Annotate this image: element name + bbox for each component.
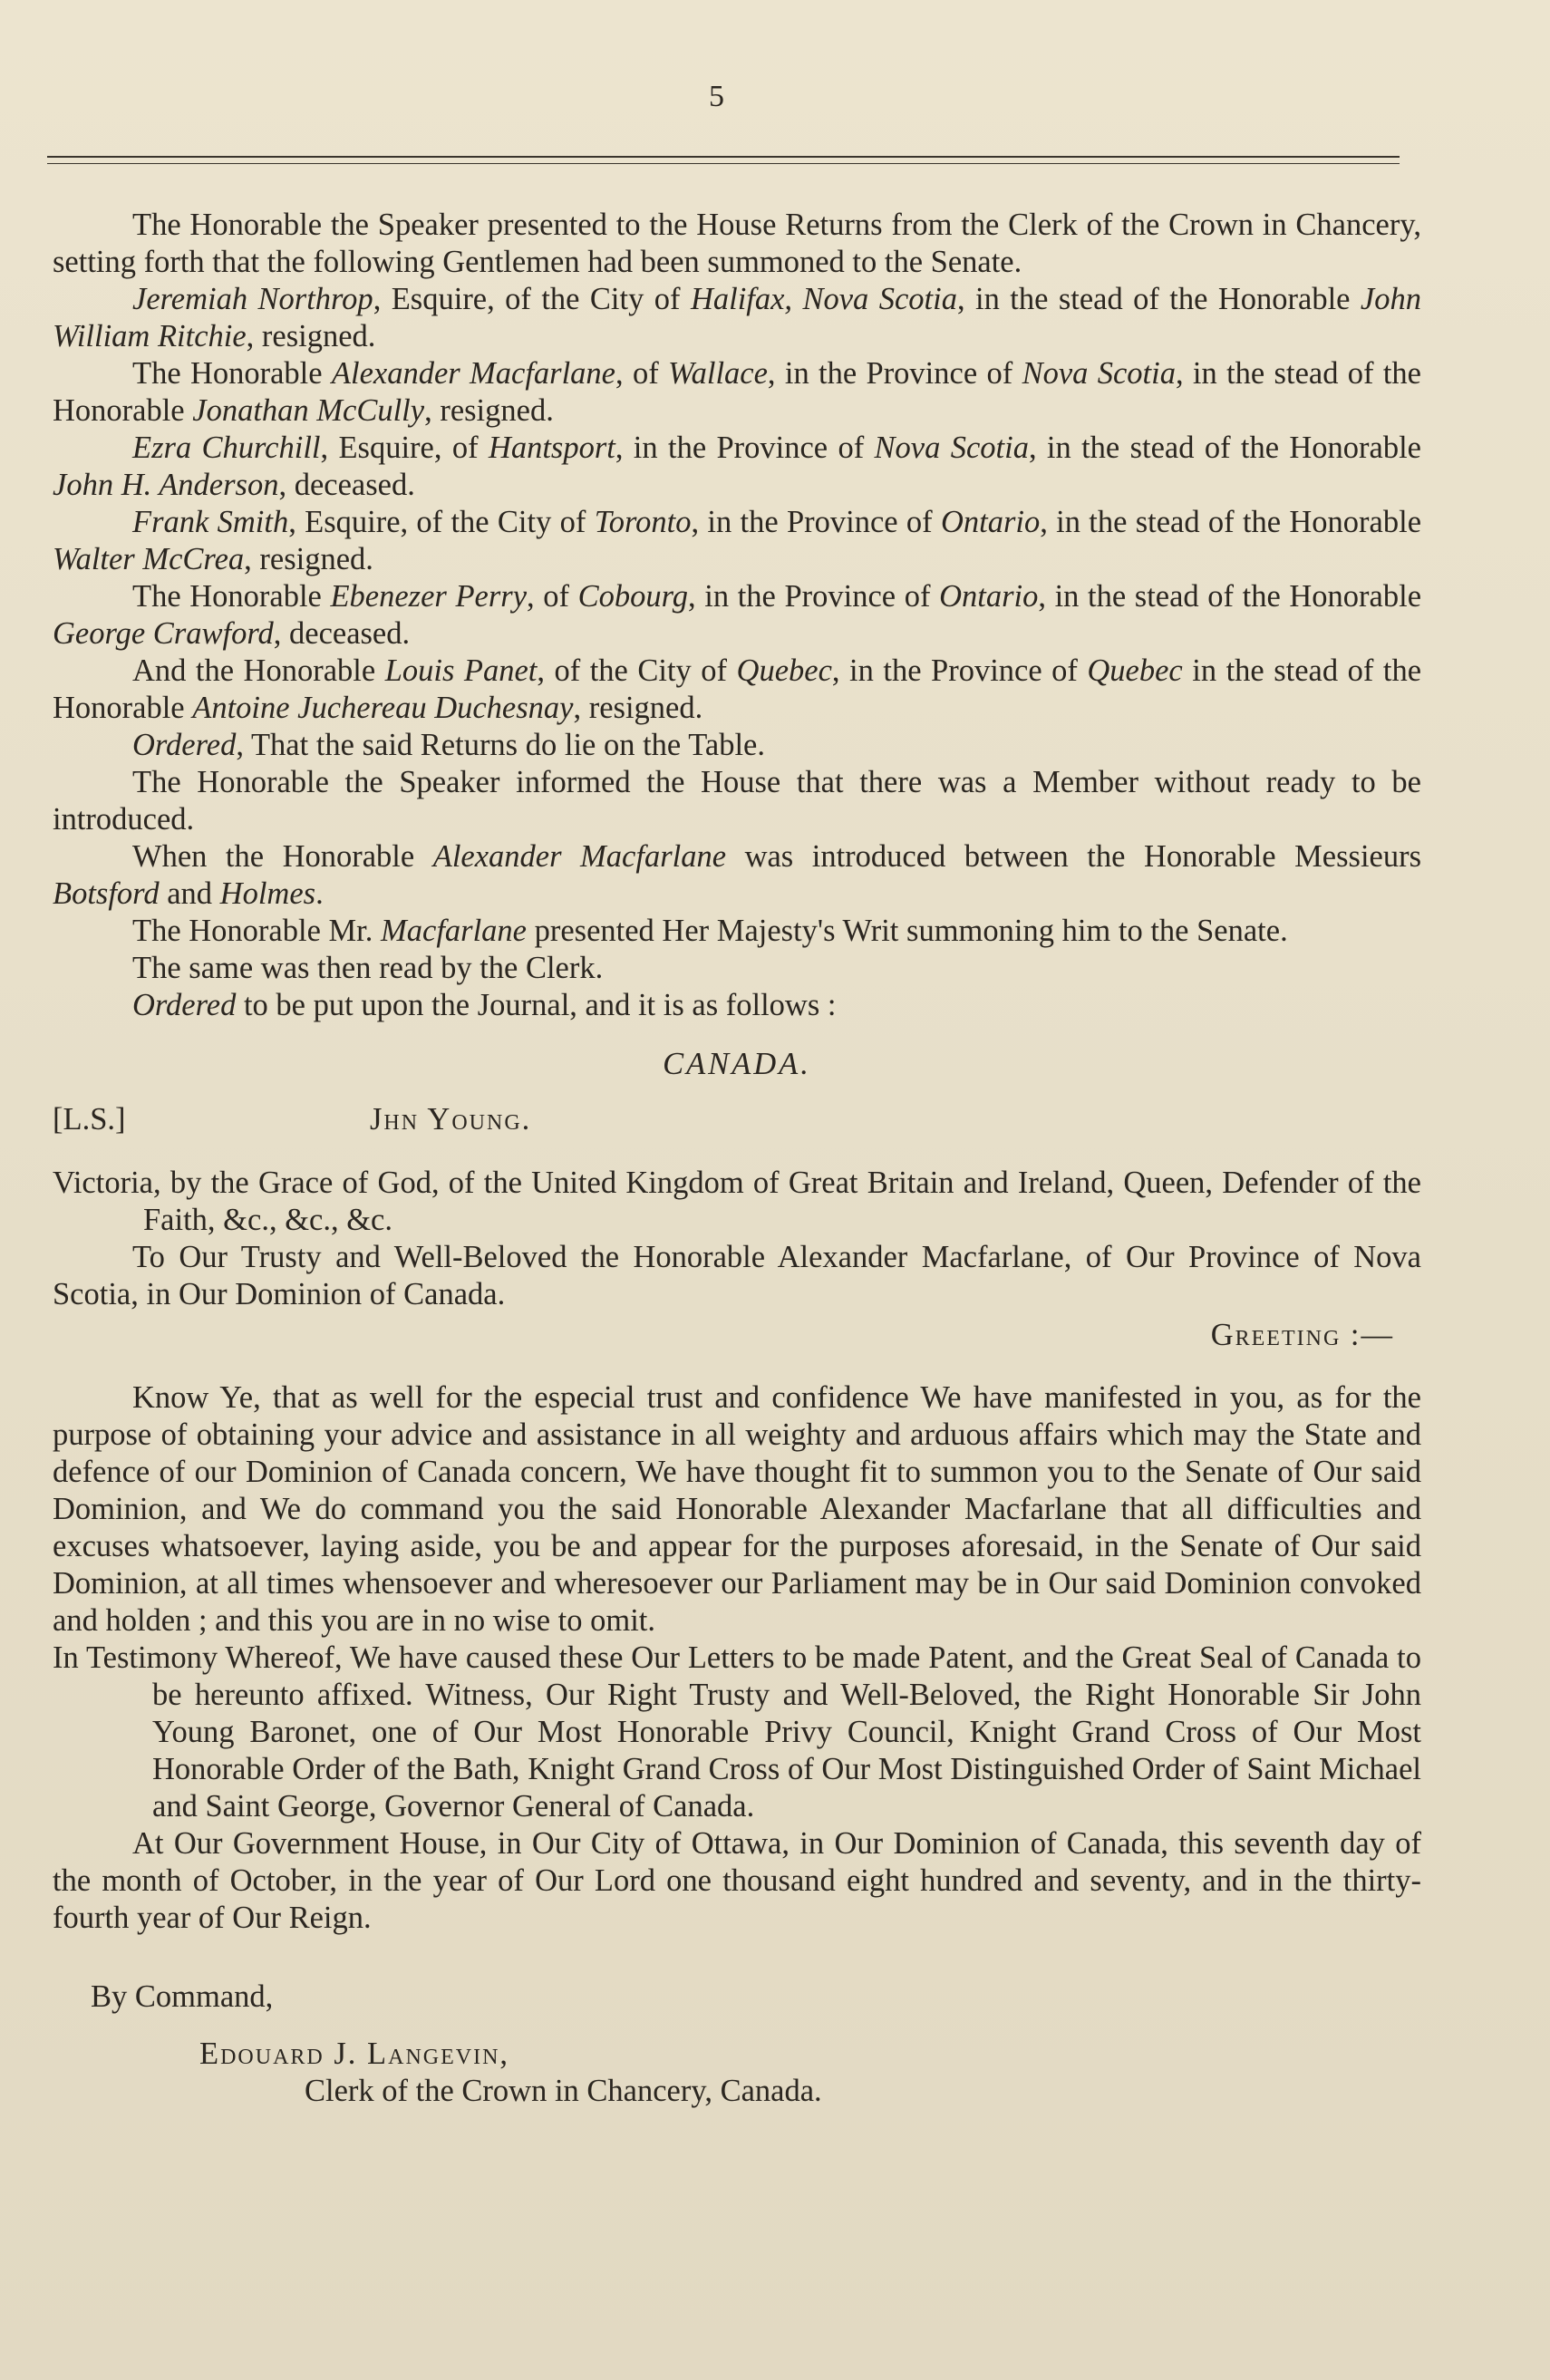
italic-term: Halifax, Nova Scotia: [690, 282, 957, 316]
italic-term: George Crawford: [53, 616, 274, 651]
italic-term: Quebec: [1087, 653, 1183, 688]
italic-term: Ordered: [132, 728, 237, 762]
paragraph-northrop: Jeremiah Northrop, Esquire, of the City of Halifax, Nova Scotia, in the stead of the Honorable John William Ritchie, resigned.: [53, 282, 1421, 353]
italic-term: Ontario: [939, 579, 1039, 614]
italic-term: Jonathan McCully: [192, 393, 425, 428]
page-number: 5: [709, 80, 724, 113]
italic-term: Nova Scotia: [1022, 356, 1176, 391]
italic-term: Holmes: [219, 876, 316, 911]
italic-term: Quebec: [736, 653, 832, 688]
journal-text: [53, 207, 1421, 2110]
italic-term: Cobourg: [577, 579, 689, 614]
italic-term: Walter McCrea: [53, 542, 245, 576]
italic-term: Jeremiah Northrop: [132, 282, 373, 316]
italic-term: Nova Scotia: [874, 431, 1029, 465]
signatory-name: Edouard J. Langevin,: [199, 2037, 510, 2071]
italic-term: Ezra Churchill: [132, 431, 321, 465]
italic-term: Antoine Juchereau Duchesnay: [192, 691, 574, 725]
italic-term: John H. Anderson: [53, 468, 279, 502]
writ-testimony: In Testimony Whereof, We have caused these Our Letters to be made Patent, and the Great Seal of Canada to be hereunto affixed. Witness, Our Right Trusty and Well-Beloved, the Right Honorable Sir John Young Baronet, one of Our Most Honorable Privy Council, Knight Grand Cross of Our Most Honorable Order of the Bath, Knight Grand Cross of Our Most Distinguished Order of Saint Michael and Saint George, Governor General of Canada.: [53, 1640, 1421, 1824]
governor-name: Jhn Young.: [370, 1102, 532, 1137]
paragraph-perry: The Honorable Ebenezer Perry, of Cobourg, in the Province of Ontario, in the stead of the Honorable George Crawford, deceased.: [53, 579, 1422, 651]
italic-term: Hantsport: [488, 431, 615, 465]
italic-term: Toronto: [594, 505, 692, 539]
writ-government-house: At Our Government House, in Our City of Ottawa, in Our Dominion of Canada, this seventh day of the month of October, in the year of Our Lord one thousand eight hundred and seventy, and in the thirty-fourth year of Our Reign.: [53, 1826, 1421, 1935]
paragraph-writ-presented: The Honorable Mr. Macfarlane presented Her Majesty's Writ summoning him to the Senate.: [132, 914, 1288, 948]
header-rule: [47, 156, 1400, 158]
paragraph-panet: And the Honorable Louis Panet, of the City of Quebec, in the Province of Quebec in the stead of the Honorable Antoine Juchereau Duchesnay, resigned.: [53, 653, 1422, 725]
italic-term: Alexander Macfarlane: [331, 356, 615, 391]
paragraph-churchill: Ezra Churchill, Esquire, of Hantsport, in the Province of Nova Scotia, in the stead of the Honorable John H. Anderson, deceased.: [53, 431, 1421, 502]
seal-row: [53, 1101, 1421, 1148]
italic-term: Alexander Macfarlane: [432, 839, 727, 874]
signatory-title: Clerk of the Crown in Chancery, Canada.: [305, 2074, 822, 2108]
paragraph-introduced: When the Honorable Alexander Macfarlane was introduced between the Honorable Messieurs Botsford and Holmes.: [53, 839, 1422, 911]
italic-term: Ontario: [940, 505, 1041, 539]
by-command: By Command,: [91, 1979, 274, 2014]
writ-victoria: [53, 1165, 1421, 1239]
paragraph-member-without: The Honorable the Speaker informed the House that there was a Member without ready to be introduced.: [53, 765, 1421, 837]
paragraph-returns: The Honorable the Speaker presented to the House Returns from the Clerk of the Crown in Chancery, setting forth that the following Gentlemen had been summoned to the Senate.: [53, 208, 1421, 279]
paragraph-smith: Frank Smith, Esquire, of the City of Toronto, in the Province of Ontario, in the stead of the Honorable Walter McCrea, resigned.: [53, 505, 1422, 576]
italic-term: Louis Panet: [384, 653, 538, 688]
writ-victoria-text: Victoria, by the Grace of God, of the United Kingdom of Great Britain and Ireland, Queen, Defender of the Faith, &c., &c., &c.: [53, 1166, 1421, 1237]
writ-body: Know Ye, that as well for the especial trust and confidence We have manifested in you, as for the purpose of obtaining your advice and assistance in all weighty and arduous affairs which may the State and defence of our Dominion of Canada concern, We have thought fit to summon you to the Senate of Our said Dominion, and We do command you the said Honorable Alexander Macfarlane that all difficulties and excuses whatsoever, laying aside, you be and appear for the purposes aforesaid, in the Senate of Our said Dominion, at all times whensoever and wheresoever our Parliament may be in Our said Dominion convoked and holden ; and this you are in no wise to omit.: [53, 1380, 1421, 1638]
italic-term: Ordered: [132, 988, 237, 1022]
writ-address: To Our Trusty and Well-Beloved the Honorable Alexander Macfarlane, of Our Province of Nova Scotia, in Our Dominion of Canada.: [53, 1240, 1421, 1311]
italic-term: Macfarlane: [381, 914, 527, 948]
italic-term: Wallace: [668, 356, 768, 391]
paragraph-read-by-clerk: The same was then read by the Clerk.: [132, 951, 604, 985]
italic-term: Ebenezer Perry: [330, 579, 528, 614]
paragraph-ordered-journal: Ordered to be put upon the Journal, and it is as follows :: [132, 988, 837, 1022]
writ-greeting: Greeting :—: [1210, 1318, 1394, 1352]
writ-heading: CANADA.: [663, 1047, 811, 1081]
header-rule-thin: [47, 163, 1400, 164]
paragraph-macfarlane: The Honorable Alexander Macfarlane, of Wallace, in the Province of Nova Scotia, in the stead of the Honorable Jonathan McCully, resigned.: [53, 356, 1421, 428]
seal-mark: [L.S.]: [53, 1102, 126, 1137]
italic-term: John William Ritchie: [53, 282, 1421, 353]
italic-term: Botsford: [53, 876, 160, 911]
italic-term: Frank Smith: [132, 505, 289, 539]
paragraph-ordered-returns: Ordered, That the said Returns do lie on the Table.: [132, 728, 765, 762]
